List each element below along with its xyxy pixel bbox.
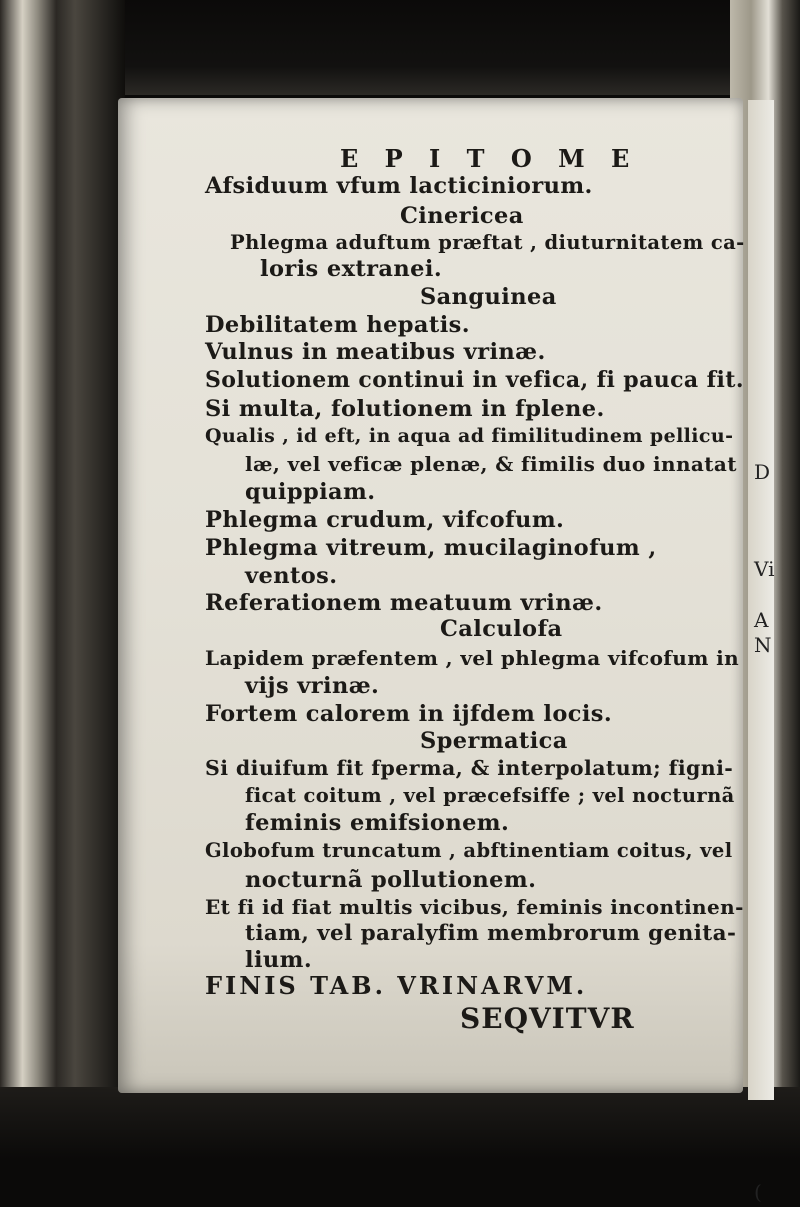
- scan-bottom-margin: [0, 1087, 800, 1207]
- text-line: Fortem calorem in ijfdem locis.: [205, 701, 613, 727]
- text-line: ventos.: [245, 563, 338, 589]
- facing-page-edge: [748, 100, 775, 1204]
- text-line: vijs vrinæ.: [245, 673, 380, 699]
- text-line: Debilitatem hepatis.: [205, 312, 470, 338]
- text-line: Referationem meatuum vrinæ.: [205, 590, 603, 616]
- text-line: Solutionem continui in vefica, fi pauca fit.: [205, 367, 744, 393]
- text-line: nocturnã pollutionem.: [245, 867, 537, 893]
- text-line: Phlegma aduftum præftat , diuturnitatem ca-: [230, 231, 745, 254]
- text-line: Phlegma crudum, vifcofum.: [205, 507, 565, 533]
- text-line: lium.: [245, 947, 313, 973]
- text-line: Vulnus in meatibus vrinæ.: [205, 339, 546, 365]
- scan-left-margin: [0, 0, 125, 1207]
- text-line: læ, vel veficæ plenæ, & fimilis duo innatat: [245, 452, 737, 476]
- text-line: ficat coitum , vel præcefsiffe ; vel nocturnã: [245, 784, 735, 807]
- text-line: feminis emifsionem.: [245, 810, 510, 836]
- facing-fragment: A: [754, 608, 769, 632]
- text-line: loris extranei.: [260, 256, 443, 282]
- section-heading: Cinericea: [400, 203, 524, 229]
- text-line: Afsiduum vfum lacticiniorum.: [205, 173, 593, 199]
- facing-fragment: N: [754, 633, 772, 657]
- finis-line: FINIS TAB. VRINARVM.: [205, 971, 588, 1000]
- section-heading: Sanguinea: [420, 284, 557, 310]
- facing-fragment: D: [754, 460, 771, 484]
- text-line: tiam, vel paralyfim membrorum genita-: [245, 921, 737, 946]
- text-line: Si diuifum fit fperma, & interpolatum; figni-: [205, 756, 734, 780]
- text-line: Qualis , id eft, in aqua ad fimilitudinem pellicu-: [205, 425, 734, 447]
- running-head: E P I T O M E: [340, 144, 639, 173]
- section-heading: Spermatica: [420, 728, 568, 754]
- text-line: Si multa, folutionem in fplene.: [205, 396, 605, 422]
- text-line: Et fi id fiat multis vicibus, feminis incontinen-: [205, 895, 744, 919]
- text-line: quippiam.: [245, 479, 376, 505]
- section-heading: Calculofa: [440, 616, 563, 642]
- facing-fragment: Vi: [754, 557, 775, 581]
- facing-fragment: (: [754, 1180, 762, 1204]
- text-line: Lapidem præfentem , vel phlegma vifcofum in: [205, 646, 740, 670]
- text-line: Globofum truncatum , abftinentiam coitus, vel: [205, 839, 733, 862]
- catchword: SEQVITVR: [460, 1002, 635, 1035]
- text-line: Phlegma vitreum, mucilaginofum ,: [205, 535, 657, 561]
